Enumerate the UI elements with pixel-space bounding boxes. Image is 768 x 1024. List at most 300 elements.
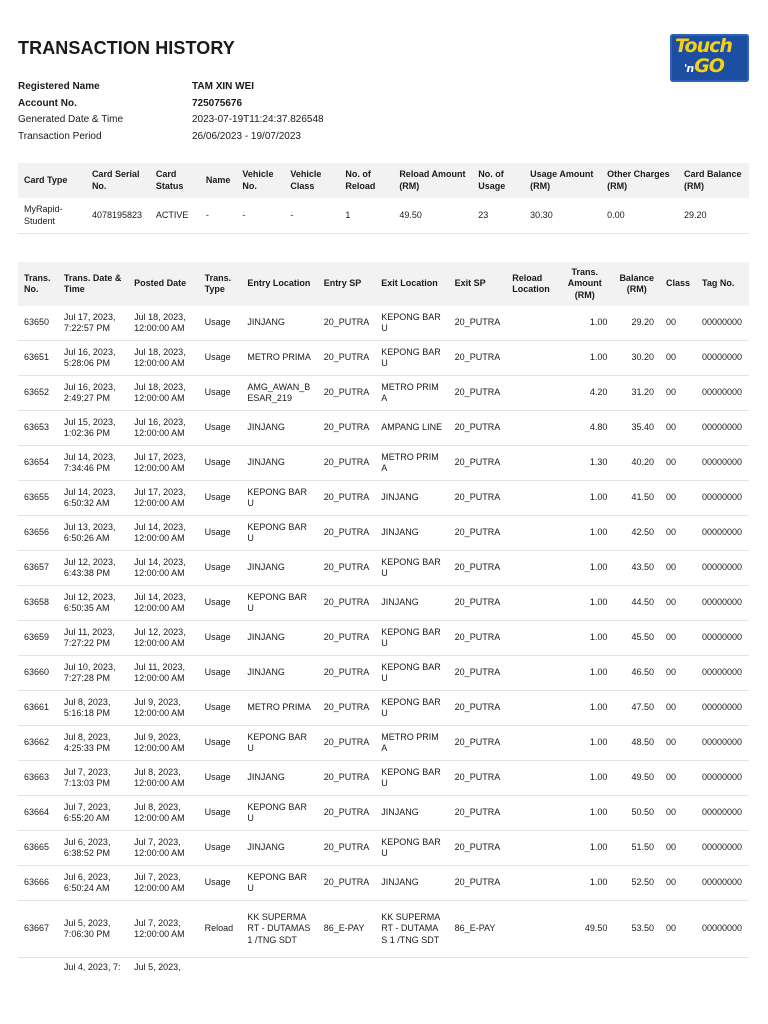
tx-cell: 20_PUTRA — [449, 726, 507, 761]
tx-cell — [318, 958, 376, 985]
card-col-header: Usage Amount (RM) — [524, 163, 601, 198]
tx-cell: 00 — [660, 516, 696, 551]
tx-cell: 20_PUTRA — [318, 411, 376, 446]
tx-cell: 00000000 — [696, 516, 749, 551]
tx-cell: 00 — [660, 656, 696, 691]
tx-cell: Usage — [199, 866, 242, 901]
tx-cell: Usage — [199, 621, 242, 656]
card-cell: MyRapid-Student — [18, 198, 86, 234]
tx-cell: 44.50 — [613, 586, 660, 621]
tx-cell: 20_PUTRA — [318, 376, 376, 411]
tx-col-header: Reload Location — [506, 262, 556, 306]
card-cell: 23 — [472, 198, 524, 234]
tx-cell: 20_PUTRA — [318, 341, 376, 376]
tx-cell: KEPONG BARU — [375, 691, 448, 726]
tx-cell: JINJANG — [375, 586, 448, 621]
tx-cell: 41.50 — [613, 481, 660, 516]
tx-cell — [506, 691, 556, 726]
tx-cell: Jul 6, 2023, 6:50:24 AM — [58, 866, 128, 901]
card-cell: - — [236, 198, 284, 234]
table-row — [18, 656, 749, 691]
tx-cell: 20_PUTRA — [318, 551, 376, 586]
tx-cell: 20_PUTRA — [318, 726, 376, 761]
tx-cell: 63661 — [18, 691, 58, 726]
tx-cell: KEPONG BARU — [241, 796, 317, 831]
tx-cell: 20_PUTRA — [449, 796, 507, 831]
tx-cell: 1.00 — [556, 726, 613, 761]
tx-cell: 63662 — [18, 726, 58, 761]
card-table-header-row — [18, 163, 749, 198]
card-cell: ACTIVE — [150, 198, 200, 234]
table-row — [18, 341, 749, 376]
page-title: TRANSACTION HISTORY — [18, 38, 235, 58]
tx-cell: Usage — [199, 411, 242, 446]
tx-cell: 20_PUTRA — [449, 341, 507, 376]
logo-line-1: Touch — [675, 35, 732, 57]
tx-cell: Jul 6, 2023, 6:38:52 PM — [58, 831, 128, 866]
tx-cell — [506, 656, 556, 691]
info-label: Transaction Period — [18, 130, 102, 142]
tx-cell: 1.00 — [556, 586, 613, 621]
tx-cell: Jul 17, 2023, 12:00:00 AM — [128, 446, 198, 481]
tx-cell: KEPONG BARU — [375, 551, 448, 586]
tx-cell: Jul 5, 2023, 7:06:30 PM — [58, 901, 128, 958]
tx-cell: Usage — [199, 831, 242, 866]
tx-cell: 4.80 — [556, 411, 613, 446]
tx-cell: METRO PRIMA — [241, 691, 317, 726]
tx-cell — [506, 341, 556, 376]
card-summary-table — [18, 163, 749, 234]
tx-cell — [241, 958, 317, 985]
logo-line-2 — [684, 57, 724, 76]
tx-col-header: Posted Date — [128, 262, 198, 306]
tx-col-header: Trans. Amount (RM) — [556, 262, 613, 306]
tx-cell: 00 — [660, 376, 696, 411]
tx-cell: 20_PUTRA — [318, 446, 376, 481]
tx-cell: Jul 8, 2023, 12:00:00 AM — [128, 761, 198, 796]
logo-n: 'n — [684, 62, 694, 75]
tx-cell: 63658 — [18, 586, 58, 621]
generated-date-value: 2023-07-19T11:24:37.826548 — [192, 114, 324, 125]
card-cell: - — [200, 198, 237, 234]
table-row — [18, 866, 749, 901]
tx-cell: METRO PRIMA — [241, 341, 317, 376]
tx-cell: 63651 — [18, 341, 58, 376]
tx-cell — [506, 866, 556, 901]
tx-cell: 42.50 — [613, 516, 660, 551]
tx-cell: JINJANG — [375, 481, 448, 516]
tx-cell: Jul 18, 2023, 12:00:00 AM — [128, 341, 198, 376]
tx-cell: 00000000 — [696, 481, 749, 516]
tx-cell: 48.50 — [613, 726, 660, 761]
tx-cell: Jul 8, 2023, 12:00:00 AM — [128, 796, 198, 831]
tx-cell: 00 — [660, 481, 696, 516]
tx-cell: JINJANG — [375, 796, 448, 831]
tx-cell: 1.00 — [556, 516, 613, 551]
tx-cell: 63653 — [18, 411, 58, 446]
tx-cell: 63660 — [18, 656, 58, 691]
table-row — [18, 831, 749, 866]
tx-cell: 20_PUTRA — [318, 656, 376, 691]
tx-cell: 30.20 — [613, 341, 660, 376]
tx-cell: 20_PUTRA — [318, 761, 376, 796]
tx-cell: Jul 14, 2023, 7:34:46 PM — [58, 446, 128, 481]
tx-cell — [506, 411, 556, 446]
tx-cell: 00 — [660, 306, 696, 341]
tx-cell: Jul 9, 2023, 12:00:00 AM — [128, 726, 198, 761]
tx-cell: Jul 14, 2023, 12:00:00 AM — [128, 516, 198, 551]
tx-cell: Jul 8, 2023, 4:25:33 PM — [58, 726, 128, 761]
tx-cell: Usage — [199, 656, 242, 691]
tx-cell: 29.20 — [613, 306, 660, 341]
tx-cell — [506, 621, 556, 656]
tx-cell: 63654 — [18, 446, 58, 481]
tx-cell: Usage — [199, 551, 242, 586]
tx-cell — [506, 306, 556, 341]
tx-cell: JINJANG — [241, 411, 317, 446]
tx-cell: 1.00 — [556, 481, 613, 516]
tx-cell: 00 — [660, 761, 696, 796]
tx-cell: 20_PUTRA — [449, 761, 507, 796]
tx-cell: 63652 — [18, 376, 58, 411]
tx-cell: 49.50 — [613, 761, 660, 796]
tx-cell: 63650 — [18, 306, 58, 341]
tx-cell: Usage — [199, 761, 242, 796]
tx-cell — [613, 958, 660, 985]
tx-cell: 63655 — [18, 481, 58, 516]
tx-cell: KEPONG BARU — [375, 831, 448, 866]
tx-cell: Usage — [199, 481, 242, 516]
tx-cell: 1.00 — [556, 866, 613, 901]
card-cell: 29.20 — [678, 198, 749, 234]
tx-cell: 00000000 — [696, 376, 749, 411]
tx-cell: 1.00 — [556, 761, 613, 796]
tx-cell: 63665 — [18, 831, 58, 866]
tx-cell: 1.00 — [556, 691, 613, 726]
tx-cell: 20_PUTRA — [318, 586, 376, 621]
tx-cell: METRO PRIMA — [375, 376, 448, 411]
account-no-value: 725075676 — [192, 97, 243, 109]
tx-cell: 00 — [660, 866, 696, 901]
tx-cell — [506, 551, 556, 586]
tx-cell: Jul 12, 2023, 6:50:35 AM — [58, 586, 128, 621]
tx-cell — [506, 831, 556, 866]
table-row — [18, 306, 749, 341]
tx-cell: 45.50 — [613, 621, 660, 656]
tx-cell: 4.20 — [556, 376, 613, 411]
tx-cell: 20_PUTRA — [318, 866, 376, 901]
tx-cell: 1.00 — [556, 306, 613, 341]
tx-cell: JINJANG — [241, 656, 317, 691]
tx-cell: Jul 17, 2023, 12:00:00 AM — [128, 481, 198, 516]
info-label: Generated Date & Time — [18, 114, 124, 125]
tx-col-header: Exit SP — [449, 262, 507, 306]
tx-cell — [506, 376, 556, 411]
tx-cell: Jul 12, 2023, 6:43:38 PM — [58, 551, 128, 586]
info-label: Account No. — [18, 97, 77, 109]
tx-cell: Usage — [199, 341, 242, 376]
tx-cell: KK SUPERMART - DUTAMAS 1 /TNG SDT — [241, 901, 317, 958]
card-cell: 1 — [339, 198, 393, 234]
tx-cell: Usage — [199, 586, 242, 621]
tx-cell: JINJANG — [241, 306, 317, 341]
tx-cell: 1.00 — [556, 341, 613, 376]
card-cell: 49.50 — [393, 198, 472, 234]
tx-cell: METRO PRIMA — [375, 726, 448, 761]
tx-cell — [375, 958, 448, 985]
tx-cell: 1.00 — [556, 831, 613, 866]
table-row — [18, 481, 749, 516]
card-col-header: Reload Amount (RM) — [393, 163, 472, 198]
tx-cell: JINJANG — [375, 516, 448, 551]
tx-cell: 00000000 — [696, 341, 749, 376]
table-row — [18, 411, 749, 446]
tx-cell: 00 — [660, 691, 696, 726]
transactions-header-row — [18, 262, 749, 306]
tx-cell: JINJANG — [241, 761, 317, 796]
tx-col-header: Trans. Type — [199, 262, 242, 306]
table-row — [18, 621, 749, 656]
tx-cell: 00000000 — [696, 866, 749, 901]
tx-col-header: Balance (RM) — [613, 262, 660, 306]
table-row — [18, 376, 749, 411]
tx-cell: Jul 7, 2023, 6:55:20 AM — [58, 796, 128, 831]
tx-cell: 53.50 — [613, 901, 660, 958]
logo-go: GO — [694, 55, 724, 77]
info-label: Registered Name — [18, 81, 100, 92]
tx-cell: 63657 — [18, 551, 58, 586]
tx-cell: 40.20 — [613, 446, 660, 481]
tx-cell: 20_PUTRA — [318, 831, 376, 866]
table-row — [18, 691, 749, 726]
tx-cell: Jul 15, 2023, 1:02:36 PM — [58, 411, 128, 446]
tx-cell: 1.00 — [556, 656, 613, 691]
tx-cell: 63667 — [18, 901, 58, 958]
tx-cell: KEPONG BARU — [241, 586, 317, 621]
card-cell: 4078195823 — [86, 198, 150, 234]
tx-cell — [506, 586, 556, 621]
tx-cell: JINJANG — [375, 866, 448, 901]
card-col-header: No. of Usage — [472, 163, 524, 198]
tx-cell: Jul 16, 2023, 2:49:27 PM — [58, 376, 128, 411]
tx-cell — [506, 726, 556, 761]
tx-cell: KEPONG BARU — [241, 481, 317, 516]
tx-cell: 00000000 — [696, 551, 749, 586]
tx-cell: 00 — [660, 796, 696, 831]
card-col-header: Other Charges (RM) — [601, 163, 678, 198]
tx-cell: 00 — [660, 831, 696, 866]
tx-cell — [199, 958, 242, 985]
tx-cell: 49.50 — [556, 901, 613, 958]
tx-cell: 43.50 — [613, 551, 660, 586]
tx-cell: 00000000 — [696, 621, 749, 656]
transaction-period-value: 26/06/2023 - 19/07/2023 — [192, 130, 301, 142]
tx-cell: 00000000 — [696, 656, 749, 691]
tx-cell: 20_PUTRA — [449, 481, 507, 516]
tx-cell: KEPONG BARU — [241, 866, 317, 901]
tx-cell: 00 — [660, 726, 696, 761]
card-col-header: No. of Reload — [339, 163, 393, 198]
tx-cell: Jul 14, 2023, 6:50:32 AM — [58, 481, 128, 516]
tx-cell: Jul 8, 2023, 5:16:18 PM — [58, 691, 128, 726]
card-col-header: Vehicle No. — [236, 163, 284, 198]
tx-cell — [449, 958, 507, 985]
tx-cell: Jul 11, 2023, 12:00:00 AM — [128, 656, 198, 691]
tx-cell: AMPANG LINE — [375, 411, 448, 446]
tx-cell: 20_PUTRA — [449, 516, 507, 551]
tx-col-header: Trans. Date & Time — [58, 262, 128, 306]
tx-cell: 63656 — [18, 516, 58, 551]
tx-cell: Usage — [199, 446, 242, 481]
tx-cell: 20_PUTRA — [318, 306, 376, 341]
tx-cell: 51.50 — [613, 831, 660, 866]
tx-cell: 63666 — [18, 866, 58, 901]
card-col-header: Card Status — [150, 163, 200, 198]
touch-n-go-logo — [670, 34, 749, 82]
tx-cell: Jul 9, 2023, 12:00:00 AM — [128, 691, 198, 726]
tx-cell — [660, 958, 696, 985]
tx-cell: Jul 14, 2023, 12:00:00 AM — [128, 586, 198, 621]
tx-cell: KEPONG BARU — [375, 341, 448, 376]
tx-cell: KK SUPERMART - DUTAMAS 1 /TNG SDT — [375, 901, 448, 958]
tx-cell: METRO PRIMA — [375, 446, 448, 481]
table-row — [18, 901, 749, 958]
tx-cell: JINJANG — [241, 831, 317, 866]
tx-cell: 35.40 — [613, 411, 660, 446]
tx-cell: Usage — [199, 796, 242, 831]
tx-cell: 20_PUTRA — [449, 831, 507, 866]
tx-cell — [506, 761, 556, 796]
tx-cell: 31.20 — [613, 376, 660, 411]
tx-cell: KEPONG BARU — [241, 516, 317, 551]
tx-cell: 00000000 — [696, 411, 749, 446]
table-row — [18, 446, 749, 481]
tx-cell — [506, 516, 556, 551]
tx-cell: KEPONG BARU — [375, 621, 448, 656]
tx-cell: Usage — [199, 376, 242, 411]
tx-cell: 00000000 — [696, 726, 749, 761]
tx-cell: JINJANG — [241, 446, 317, 481]
card-col-header: Vehicle Class — [284, 163, 339, 198]
tx-cell: 00 — [660, 341, 696, 376]
tx-cell: Jul 17, 2023, 7:22:57 PM — [58, 306, 128, 341]
tx-cell: 20_PUTRA — [318, 516, 376, 551]
tx-cell: 20_PUTRA — [449, 551, 507, 586]
tx-cell: Jul 18, 2023, 12:00:00 AM — [128, 376, 198, 411]
tx-col-header: Entry Location — [241, 262, 317, 306]
tx-cell: 20_PUTRA — [449, 446, 507, 481]
tx-cell: Jul 7, 2023, 12:00:00 AM — [128, 901, 198, 958]
tx-cell: 20_PUTRA — [449, 656, 507, 691]
card-col-header: Card Serial No. — [86, 163, 150, 198]
tx-cell: KEPONG BARU — [375, 761, 448, 796]
tx-cell: Jul 14, 2023, 12:00:00 AM — [128, 551, 198, 586]
tx-cell: 52.50 — [613, 866, 660, 901]
tx-cell: KEPONG BARU — [375, 656, 448, 691]
tx-cell: 00 — [660, 446, 696, 481]
tx-cell: 20_PUTRA — [449, 621, 507, 656]
tx-cell: 20_PUTRA — [318, 481, 376, 516]
tx-cell: 47.50 — [613, 691, 660, 726]
transactions-table — [18, 262, 749, 984]
tx-cell: 00 — [660, 551, 696, 586]
tx-cell: Usage — [199, 726, 242, 761]
tx-cell: 00000000 — [696, 761, 749, 796]
tx-cell — [506, 446, 556, 481]
card-col-header: Card Balance (RM) — [678, 163, 749, 198]
tx-cell: JINJANG — [241, 551, 317, 586]
tx-cell: 00000000 — [696, 796, 749, 831]
tx-cell: 20_PUTRA — [318, 691, 376, 726]
table-row — [18, 796, 749, 831]
tx-cell: Reload — [199, 901, 242, 958]
tx-cell: Jul 5, 2023, — [134, 962, 181, 972]
tx-col-header: Exit Location — [375, 262, 448, 306]
table-row — [18, 586, 749, 621]
table-row-partial — [18, 958, 749, 985]
tx-cell: Usage — [199, 516, 242, 551]
tx-cell — [506, 958, 556, 985]
tx-cell: AMG_AWAN_BESAR_219 — [241, 376, 317, 411]
tx-cell: 00 — [660, 586, 696, 621]
card-table-row — [18, 198, 749, 234]
tx-cell: 00000000 — [696, 446, 749, 481]
tx-cell: 00 — [660, 411, 696, 446]
tx-cell: Jul 16, 2023, 5:28:06 PM — [58, 341, 128, 376]
tx-col-header: Entry SP — [318, 262, 376, 306]
tx-cell — [506, 796, 556, 831]
tx-cell — [696, 958, 749, 985]
card-cell: - — [284, 198, 339, 234]
tx-cell: 86_E-PAY — [318, 901, 376, 958]
tx-cell: 20_PUTRA — [449, 411, 507, 446]
tx-cell — [18, 958, 58, 985]
tx-cell: 20_PUTRA — [318, 796, 376, 831]
tx-cell — [506, 481, 556, 516]
tx-cell: Jul 7, 2023, 7:13:03 PM — [58, 761, 128, 796]
tx-cell: 00000000 — [696, 306, 749, 341]
tx-cell: Jul 7, 2023, 12:00:00 AM — [128, 831, 198, 866]
tx-col-header: Tag No. — [696, 262, 749, 306]
tx-cell: 00000000 — [696, 586, 749, 621]
card-cell: 30.30 — [524, 198, 601, 234]
tx-cell: Jul 10, 2023, 7:27:28 PM — [58, 656, 128, 691]
table-row — [18, 516, 749, 551]
tx-col-header: Trans. No. — [18, 262, 58, 306]
tx-cell: 00000000 — [696, 691, 749, 726]
tx-cell: 20_PUTRA — [449, 866, 507, 901]
tx-cell: 20_PUTRA — [318, 621, 376, 656]
tx-cell: 00000000 — [696, 901, 749, 958]
tx-cell: Jul 7, 2023, 12:00:00 AM — [128, 866, 198, 901]
tx-cell: 20_PUTRA — [449, 306, 507, 341]
tx-cell: 00000000 — [696, 831, 749, 866]
tx-cell: 46.50 — [613, 656, 660, 691]
registered-name-value: TAM XIN WEI — [192, 81, 255, 92]
card-col-header: Card Type — [18, 163, 86, 198]
tx-cell: 1.30 — [556, 446, 613, 481]
table-row — [18, 551, 749, 586]
card-cell: 0.00 — [601, 198, 678, 234]
tx-cell: 20_PUTRA — [449, 376, 507, 411]
tx-cell: Jul 16, 2023, 12:00:00 AM — [128, 411, 198, 446]
tx-cell: 00 — [660, 621, 696, 656]
card-col-header: Name — [200, 163, 237, 198]
tx-cell: 1.00 — [556, 796, 613, 831]
tx-cell: JINJANG — [241, 621, 317, 656]
tx-cell: Jul 11, 2023, 7:27:22 PM — [58, 621, 128, 656]
tx-cell: Jul 4, 2023, 7: — [63, 962, 121, 972]
